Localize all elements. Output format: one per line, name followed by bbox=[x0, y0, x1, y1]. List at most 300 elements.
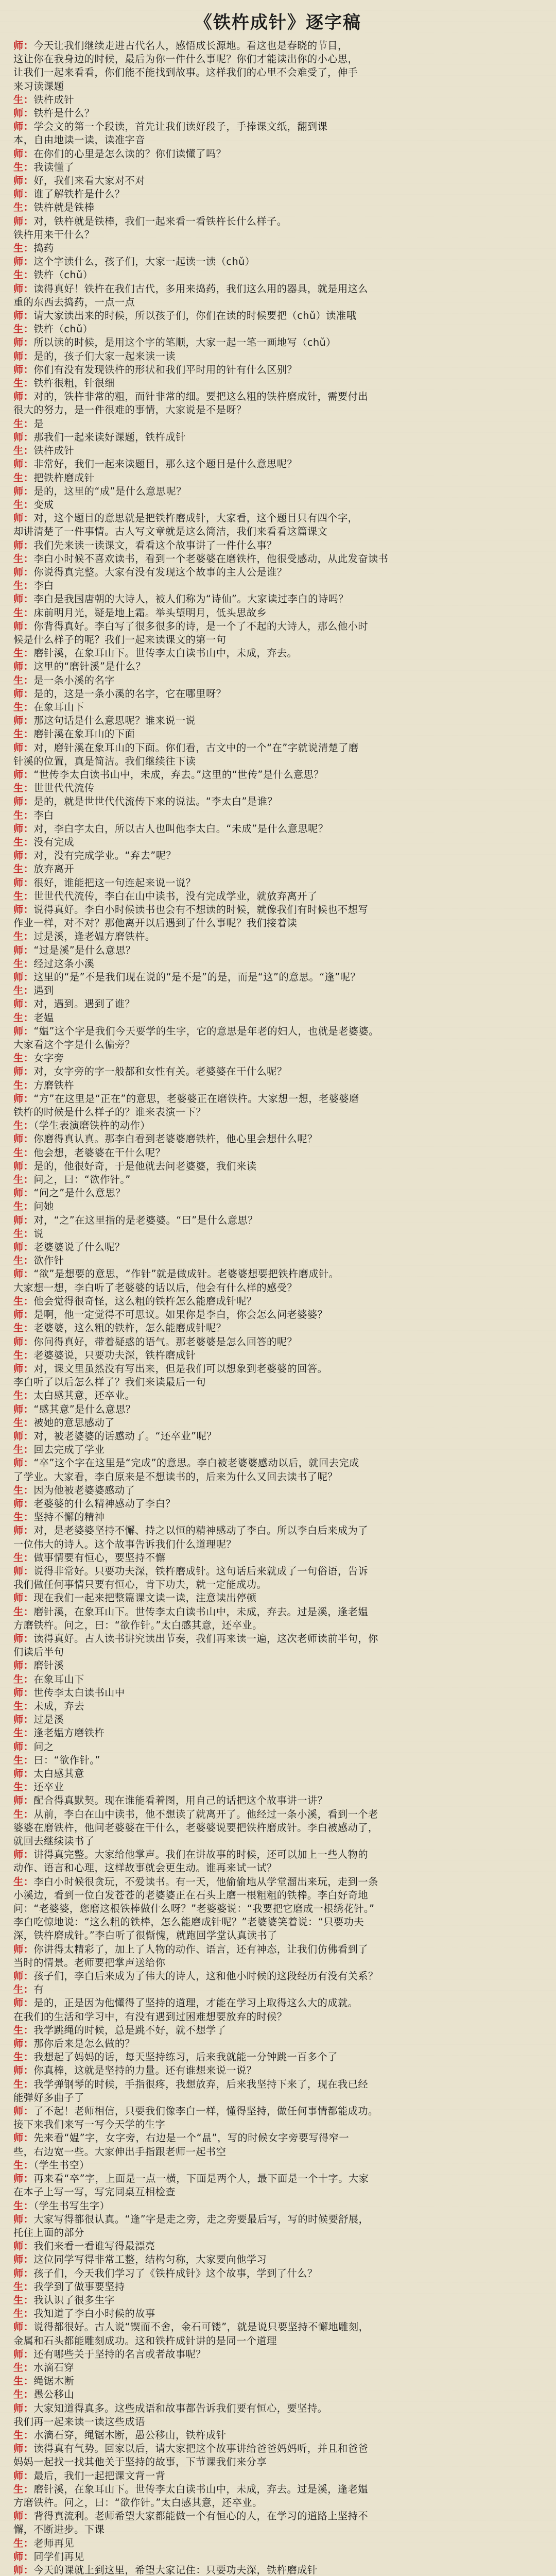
speaker-label: 师： bbox=[13, 1025, 34, 1037]
transcript-line bbox=[13, 1241, 543, 1254]
transcript-line bbox=[13, 1538, 543, 1551]
transcript-line bbox=[13, 862, 543, 876]
line-text: 铁杵很粗，针很细 bbox=[33, 377, 115, 389]
line-text: 问她 bbox=[33, 1200, 54, 1213]
transcript-line bbox=[13, 107, 543, 120]
line-text: 愚公移山 bbox=[33, 2388, 75, 2401]
line-text: 对，磨针溪在象耳山的下面。你们看，古文中的一个“在”字就说清楚了磨 bbox=[33, 741, 359, 754]
document-title: 《铁杵成针》逐字稿 bbox=[195, 12, 361, 33]
transcript-line bbox=[13, 1686, 543, 1700]
speaker-label: 师： bbox=[13, 998, 34, 1010]
speaker-label: 师： bbox=[13, 2132, 34, 2144]
line-text: 候是什么样子的呢？我们一起来读课文的第一句 bbox=[13, 633, 227, 646]
line-text: 好，我们来看大家对不对 bbox=[33, 175, 145, 187]
speaker-label: 师： bbox=[13, 1794, 34, 1807]
line-text: 所以读的时候，是用这个字的笔顺，大家一起一笔一画地写（chǔ） bbox=[33, 336, 336, 349]
transcript-line bbox=[13, 2496, 543, 2510]
speaker-label: 师： bbox=[13, 2105, 34, 2117]
transcript-line bbox=[13, 903, 543, 917]
speaker-label: 师： bbox=[13, 2564, 34, 2576]
speaker-label: 师： bbox=[13, 391, 34, 403]
speaker-label: 生： bbox=[13, 1322, 34, 1334]
speaker-label: 师： bbox=[13, 512, 34, 524]
speaker-label: 师： bbox=[13, 1268, 34, 1280]
transcript-line bbox=[13, 2064, 543, 2077]
speaker-label: 师： bbox=[13, 1133, 34, 1145]
line-text: 说得都很好。古人说“锲而不舍，金石可镂”，就是说只要坚持不懈地雕刻， bbox=[33, 2321, 369, 2333]
transcript-line bbox=[13, 120, 543, 133]
speaker-label: 师： bbox=[13, 660, 34, 673]
line-text: 铁杵（chǔ） bbox=[33, 269, 93, 281]
speaker-label: 师： bbox=[13, 741, 34, 754]
speaker-label: 师： bbox=[13, 822, 34, 835]
transcript-line bbox=[13, 1956, 543, 1970]
transcript-line bbox=[13, 403, 543, 417]
line-text: （学生书空） bbox=[33, 2159, 90, 2171]
transcript-line bbox=[13, 2455, 543, 2469]
transcript-line bbox=[13, 1943, 543, 1956]
transcript-line bbox=[13, 2348, 543, 2361]
speaker-label: 生： bbox=[13, 1444, 34, 1456]
transcript-line bbox=[13, 1781, 543, 1794]
speaker-label: 师： bbox=[13, 336, 34, 349]
transcript-line bbox=[13, 390, 543, 403]
transcript-line bbox=[13, 2388, 543, 2401]
line-text: 孩子们，今天我们学习了《铁杵成针》这个故事，学到了什么？ bbox=[33, 2267, 318, 2279]
speaker-label: 生： bbox=[13, 1079, 34, 1091]
speaker-label: 生： bbox=[13, 498, 34, 511]
line-text: 今天的课就上到这里，希望大家记住：只要功夫深，铁杵磨成针 bbox=[33, 2564, 318, 2576]
line-text: 我知道了李白小时候的故事 bbox=[33, 2308, 155, 2320]
speaker-label: 师： bbox=[13, 2550, 34, 2563]
transcript-line bbox=[13, 2415, 543, 2429]
line-text: 磨针溪在象耳山的下面 bbox=[33, 728, 135, 740]
transcript-line bbox=[13, 660, 543, 673]
speaker-label: 师： bbox=[13, 876, 34, 889]
speaker-label: 师： bbox=[13, 363, 34, 376]
speaker-label: 师： bbox=[13, 1849, 34, 1861]
transcript-line bbox=[13, 161, 543, 174]
line-text: 老婆婆，这么粗的铁杵，怎么能磨成针呢？ bbox=[33, 1322, 227, 1334]
line-text: 一位伟大的诗人。这个故事告诉我们什么道理呢？ bbox=[13, 1538, 237, 1550]
transcript-line bbox=[13, 768, 543, 782]
transcript-line bbox=[13, 957, 543, 971]
speaker-label: 师： bbox=[13, 2173, 34, 2185]
speaker-label: 生： bbox=[13, 1011, 34, 1024]
line-text: 对，铁杵就是铁棒，我们一起来看一看铁杵长什么样子。 bbox=[33, 215, 287, 227]
line-text: 你真棒，这就是坚持的力量。还有谁想来说一说？ bbox=[33, 2064, 257, 2077]
speaker-label: 生： bbox=[13, 1227, 34, 1240]
speaker-label: 师： bbox=[13, 1524, 34, 1537]
line-text: 问之，曰：“欲作针。” bbox=[33, 1174, 131, 1186]
speaker-label: 生： bbox=[13, 957, 34, 970]
line-text: 再来看“卒”字，上面是一点一横，下面是两个人，最下面是一个十字。大家 bbox=[33, 2173, 369, 2185]
line-text: 对，女字旁的字一般都和女性有关。老婆婆在干什么呢？ bbox=[33, 1065, 287, 1078]
line-text: 对，遇到。遇到了谁？ bbox=[33, 998, 135, 1010]
speaker-label: 生： bbox=[13, 269, 34, 281]
line-text: 他会觉得很奇怪，这么粗的铁杵怎么能磨成针呢？ bbox=[33, 1295, 257, 1307]
transcript-line bbox=[13, 498, 543, 512]
line-text: 当时的情景。老师要把掌声送给你 bbox=[13, 1956, 166, 1969]
speaker-label: 师： bbox=[13, 1997, 34, 2009]
speaker-label: 生： bbox=[13, 2361, 34, 2374]
line-text: 婆婆在磨铁杵，他问老婆婆在干什么，老婆婆说要把铁杵磨成针。李白被感动了， bbox=[13, 1821, 378, 1834]
speaker-label: 师： bbox=[13, 1632, 34, 1645]
transcript-line bbox=[13, 930, 543, 943]
transcript-line bbox=[13, 296, 543, 309]
line-text: 了学业。大家看，李白原来是不想读书的，后来为什么又回去读书了呢？ bbox=[13, 1470, 338, 1483]
speaker-label: 生： bbox=[13, 1174, 34, 1186]
transcript-line bbox=[13, 714, 543, 727]
speaker-label: 生： bbox=[13, 1551, 34, 1564]
line-text: 孩子们，李白后来成为了伟大的诗人，这和他小时候的这段经历有没有关系？ bbox=[33, 1970, 378, 1982]
speaker-label: 生： bbox=[13, 2537, 34, 2549]
speaker-label: 生： bbox=[13, 93, 34, 106]
transcript-line bbox=[13, 350, 543, 363]
transcript-line bbox=[13, 647, 543, 660]
transcript-line bbox=[13, 2294, 543, 2307]
speaker-label: 生： bbox=[13, 1727, 34, 1739]
transcript-line bbox=[13, 1052, 543, 1065]
speaker-label: 生： bbox=[13, 782, 34, 794]
line-text: 重的东西去捣药，一点一点 bbox=[13, 296, 135, 308]
transcript-line bbox=[13, 53, 543, 66]
line-text: 们读后半句 bbox=[13, 1646, 64, 1658]
line-text: 过是溪，逢老媪方磨铁杵。 bbox=[33, 930, 155, 943]
transcript-line bbox=[13, 1835, 543, 1848]
line-text: 磨针溪，在象耳山下。世传李太白读书山中，未成，弃去。过是溪，逢老媪 bbox=[33, 1605, 369, 1618]
speaker-label: 师： bbox=[13, 2038, 34, 2050]
speaker-label: 生： bbox=[13, 1808, 34, 1820]
speaker-label: 师： bbox=[13, 2213, 34, 2225]
speaker-label: 师： bbox=[13, 2064, 34, 2077]
speaker-label: 师： bbox=[13, 687, 34, 700]
transcript-line bbox=[13, 215, 543, 228]
transcript-line bbox=[13, 2334, 543, 2348]
speaker-label: 生： bbox=[13, 377, 34, 389]
line-text: 这里的“磨针溪”是什么？ bbox=[33, 660, 146, 673]
transcript-line bbox=[13, 133, 543, 147]
transcript-line bbox=[13, 1376, 543, 1389]
line-text: 你磨得真认真。那李白看到老婆婆磨铁杵，他心里会想什么呢？ bbox=[33, 1133, 318, 1145]
line-text: （学生表演磨铁杵的动作） bbox=[33, 1120, 151, 1132]
line-text: 我们再一起来读一读这些成语 bbox=[13, 2415, 145, 2428]
speaker-label: 师： bbox=[13, 350, 34, 362]
line-text: 说得非常好。只要功夫深，铁杵磨成针。这句话后来就成了一句俗语，告诉 bbox=[33, 1565, 369, 1577]
transcript-line bbox=[13, 2118, 543, 2131]
line-text: 谁了解铁杵是什么？ bbox=[33, 188, 125, 200]
transcript-line bbox=[13, 1038, 543, 1052]
transcript-line bbox=[13, 2172, 543, 2185]
speaker-label: 师： bbox=[13, 2253, 34, 2266]
speaker-label: 师： bbox=[13, 1430, 34, 1442]
line-text: 对，是老婆婆坚持不懈、持之以恒的精神感动了李白。所以李白后来成为了 bbox=[33, 1524, 369, 1537]
transcript-line bbox=[13, 1011, 543, 1025]
speaker-label: 师： bbox=[13, 1970, 34, 1982]
speaker-label: 生： bbox=[13, 1295, 34, 1307]
transcript-line bbox=[13, 2320, 543, 2334]
transcript-line bbox=[13, 66, 543, 79]
line-text: 让我们一起来看看，你们能不能找到故事。这样我们的心里不会难受了，伸手 bbox=[13, 66, 358, 79]
speaker-label: 师： bbox=[13, 282, 34, 295]
line-text: 他会想，老婆婆在干什么呢？ bbox=[33, 1146, 166, 1159]
transcript-line bbox=[13, 552, 543, 566]
line-text: 放弃离开 bbox=[33, 863, 75, 875]
transcript-line bbox=[13, 1726, 543, 1740]
transcript-line bbox=[13, 1335, 543, 1349]
transcript-line bbox=[13, 512, 543, 525]
transcript-line bbox=[13, 255, 543, 268]
line-text: 捣药 bbox=[33, 242, 54, 255]
line-text: 配合得真默契。现在谁能看着图，用自己的话把这个故事讲一讲？ bbox=[33, 1794, 328, 1807]
line-text: 对，李白字太白，所以古人也叫他李太白。“未成”是什么意思呢？ bbox=[33, 822, 328, 835]
transcript-line bbox=[13, 822, 543, 836]
line-text: 我学跳绳的时候，总是跳不好，就不想学了 bbox=[33, 2024, 227, 2036]
speaker-label: 生： bbox=[13, 1349, 34, 1361]
line-text: 回去完成了学业 bbox=[33, 1444, 105, 1456]
line-text: 还有哪些关于坚持的名言或者故事呢？ bbox=[33, 2348, 206, 2360]
speaker-label: 师： bbox=[13, 121, 34, 133]
line-text: 我们来看一看谁写得最漂亮 bbox=[33, 2240, 155, 2252]
speaker-label: 师： bbox=[13, 1659, 34, 1672]
transcript-line bbox=[13, 1916, 543, 1929]
line-text: 请大家读出来的时候，所以孩子们，你们在读的时候要把（chǔ）读准哦 bbox=[33, 310, 357, 322]
line-text: 还卒业 bbox=[33, 1781, 64, 1793]
speaker-label: 生： bbox=[13, 1389, 34, 1402]
transcript-line bbox=[13, 417, 543, 431]
line-text: 你说得真完整。大家有没有发现这个故事的主人公是谁？ bbox=[33, 566, 287, 578]
line-text: 托住上面的部分 bbox=[13, 2226, 84, 2239]
line-text: 是一条小溪的名字 bbox=[33, 674, 115, 686]
line-text: 铁杵成针 bbox=[33, 445, 75, 457]
speaker-label: 生： bbox=[13, 2308, 34, 2320]
line-text: 李白 bbox=[33, 580, 54, 592]
transcript-line bbox=[13, 1456, 543, 1470]
transcript-line bbox=[13, 1970, 543, 1983]
line-text: 你们有没有发现铁杵的形状和我们平时用的针有什么区别？ bbox=[33, 363, 298, 376]
speaker-label: 生： bbox=[13, 2078, 34, 2090]
transcript-line bbox=[13, 809, 543, 822]
line-text: 是的，就是世世代代流传下来的说法。“李太白”是谁？ bbox=[33, 795, 278, 808]
transcript-line bbox=[13, 242, 543, 255]
line-text: 李白吃惊地说：“这么粗的铁棒，怎么能磨成针呢？”老婆婆笑着说：“只要功夫 bbox=[13, 1916, 364, 1928]
speaker-label: 师： bbox=[13, 458, 34, 470]
line-text: 就回去继续读书了 bbox=[13, 1835, 95, 1848]
speaker-label: 师： bbox=[13, 971, 34, 984]
transcript-line bbox=[13, 282, 543, 296]
transcript-line bbox=[13, 1092, 543, 1106]
line-text: 是的，正是因为他懂得了坚持的道理，才能在学习上取得这么大的成就。 bbox=[33, 1997, 358, 2009]
line-text: 欲作针 bbox=[33, 1255, 64, 1267]
line-text: 是的，孩子们大家一起来读一读 bbox=[33, 350, 176, 362]
line-text: 今天让我们继续走进古代名人，感悟成长源地。看这也是春晓的节目， bbox=[33, 40, 348, 52]
speaker-label: 生： bbox=[13, 606, 34, 619]
speaker-label: 生： bbox=[13, 471, 34, 484]
speaker-label: 生： bbox=[13, 323, 34, 335]
transcript-line bbox=[13, 1470, 543, 1484]
line-text: 床前明月光，疑是地上霜。举头望明月，低头思故乡 bbox=[33, 606, 267, 619]
line-text: 曰：“欲作针。” bbox=[33, 1754, 100, 1766]
line-text: 铁杵就是铁棒 bbox=[33, 201, 95, 214]
line-text: 在我们的生活和学习中，有没有遇到过困难想要放弃的时候？ bbox=[13, 2010, 287, 2023]
speaker-label: 师： bbox=[13, 485, 34, 497]
line-text: 我学到了做事要坚持 bbox=[33, 2280, 125, 2293]
transcript-line bbox=[13, 1227, 543, 1241]
transcript-line bbox=[13, 309, 543, 323]
transcript-line bbox=[13, 188, 543, 201]
speaker-label: 师： bbox=[13, 147, 34, 160]
line-text: 我认识了很多生字 bbox=[33, 2294, 115, 2306]
transcript-line bbox=[13, 1497, 543, 1511]
transcript-line bbox=[13, 1875, 543, 1889]
transcript-line bbox=[13, 2267, 543, 2280]
transcript-line bbox=[13, 1619, 543, 1632]
transcript-line bbox=[13, 457, 543, 471]
line-text: 被她的意思感动了 bbox=[33, 1416, 115, 1429]
line-text: 懈，不断进步。下课 bbox=[13, 2523, 105, 2536]
line-text: 在象耳山下 bbox=[33, 701, 84, 713]
line-text: 这位同学写得非常工整，结构匀称，大家要向他学习 bbox=[33, 2253, 267, 2266]
line-text: “卒”这个字在这里是“完成”的意思。李白被老婆婆感动以后，就回去完成 bbox=[33, 1457, 359, 1469]
transcript-line bbox=[13, 1362, 543, 1376]
speaker-label: 生： bbox=[13, 728, 34, 740]
transcript-line bbox=[13, 444, 543, 457]
line-text: 却讲清楚了一件事情。古人写文章就是这么简洁，我们来看看这篇课文 bbox=[13, 526, 328, 538]
speaker-label: 师： bbox=[13, 175, 34, 187]
line-text: 做事情要有恒心，要坚持不懈 bbox=[33, 1551, 166, 1564]
line-text: “媪”这个字是我们今天要学的生字，它的意思是年老的妇人，也就是老婆婆。 bbox=[33, 1025, 379, 1037]
transcript-line bbox=[13, 1119, 543, 1132]
speaker-label: 生： bbox=[13, 1754, 34, 1766]
transcript-line bbox=[13, 1321, 543, 1335]
line-text: 是啊，他一定觉得不可思议。如果你是李白，你会怎么问老婆婆？ bbox=[33, 1309, 328, 1321]
speaker-label: 师： bbox=[13, 768, 34, 781]
transcript-line bbox=[13, 2105, 543, 2118]
transcript-line bbox=[13, 971, 543, 984]
line-text: 方磨铁杵。问之，曰：“欲作针。”太白感其意，还卒业。 bbox=[13, 2496, 263, 2509]
transcript-line bbox=[13, 1200, 543, 1213]
line-text: 读得真好！铁杵在我们古代，多用来捣药，我们这么用的器具，就是用这么 bbox=[33, 282, 369, 295]
transcript-line bbox=[13, 2159, 543, 2172]
speaker-label: 师： bbox=[13, 431, 34, 443]
transcript-line bbox=[13, 1861, 543, 1875]
line-text: “过是溪”是什么意思？ bbox=[33, 944, 136, 956]
transcript-line bbox=[13, 2185, 543, 2199]
speaker-label: 生： bbox=[13, 2159, 34, 2171]
transcript-line bbox=[13, 2550, 543, 2564]
speaker-label: 师： bbox=[13, 566, 34, 578]
line-text: 方磨铁杵 bbox=[33, 1079, 75, 1091]
speaker-label: 师： bbox=[13, 1943, 34, 1955]
line-text: 在你们的心里是怎么读的？你们读懂了吗？ bbox=[33, 147, 227, 160]
speaker-label: 生： bbox=[13, 1984, 34, 1996]
transcript-body bbox=[13, 39, 543, 2576]
transcript-line bbox=[13, 1079, 543, 1092]
speaker-label: 生： bbox=[13, 890, 34, 902]
line-text: 未成，弃去 bbox=[33, 1700, 84, 1712]
speaker-label: 师： bbox=[13, 1362, 34, 1375]
transcript-line bbox=[13, 620, 543, 633]
speaker-label: 生： bbox=[13, 2024, 34, 2036]
line-text: 那这句话是什么意思呢？谁来说一说 bbox=[33, 715, 196, 727]
line-text: 李白听了以后怎么样了？我们来读最后一句 bbox=[13, 1376, 206, 1388]
transcript-line bbox=[13, 741, 543, 755]
line-text: 有 bbox=[33, 1984, 44, 1996]
line-text: 坚持不懈的精神 bbox=[33, 1511, 105, 1523]
transcript-line bbox=[13, 1484, 543, 1497]
speaker-label: 生： bbox=[13, 930, 34, 943]
line-text: 铁杵成针 bbox=[33, 93, 75, 106]
line-text: 把铁杵磨成针 bbox=[33, 471, 95, 484]
transcript-line bbox=[13, 1416, 543, 1430]
speaker-label: 生： bbox=[13, 161, 34, 173]
transcript-line bbox=[13, 1065, 543, 1078]
line-text: 女字旁 bbox=[33, 1052, 64, 1064]
line-text: 磨针溪，在象耳山下。世传李太白读书山中，未成，弃去。过是溪，逢老媪 bbox=[33, 2483, 369, 2495]
speaker-label: 生： bbox=[13, 1781, 34, 1793]
line-text: 问之 bbox=[33, 1740, 54, 1753]
transcript-line bbox=[13, 2050, 543, 2064]
speaker-label: 师： bbox=[13, 2402, 34, 2414]
speaker-label: 生： bbox=[13, 1673, 34, 1685]
speaker-label: 师： bbox=[13, 1214, 34, 1226]
transcript-line bbox=[13, 1673, 543, 1686]
line-text: 李白小时候不喜欢读书，看到一个老婆婆在磨铁杵，他很受感动，从此发奋读书 bbox=[33, 552, 389, 565]
transcript-line bbox=[13, 2226, 543, 2240]
transcript-line bbox=[13, 876, 543, 890]
transcript-line bbox=[13, 701, 543, 714]
transcript-line bbox=[13, 2078, 543, 2091]
line-text: 很好，谁能把这一句连起来说一说？ bbox=[33, 876, 196, 889]
line-text: 这个字读什么，孩子们，大家一起读一读（chǔ） bbox=[33, 256, 255, 268]
line-text: 逢老媪方磨铁杵 bbox=[33, 1727, 105, 1739]
transcript-line bbox=[13, 1700, 543, 1713]
speaker-label: 师： bbox=[13, 107, 34, 120]
transcript-line bbox=[13, 782, 543, 795]
line-text: 同学们再见 bbox=[33, 2550, 84, 2563]
line-text: 先来看“媪”字，女字旁，右边是一个“昷”，写的时候女字旁要写得窄一 bbox=[33, 2132, 350, 2144]
transcript-line bbox=[13, 2483, 543, 2496]
speaker-label: 生： bbox=[13, 1484, 34, 1496]
speaker-label: 生： bbox=[13, 2375, 34, 2387]
line-text: 水滴石穿 bbox=[33, 2361, 75, 2374]
speaker-label: 师： bbox=[13, 215, 34, 227]
speaker-label: 生： bbox=[13, 2388, 34, 2401]
line-text: 是的，他很好奇，于是他就去问老婆婆，我们来读 bbox=[33, 1160, 257, 1172]
speaker-label: 师： bbox=[13, 188, 34, 200]
transcript-line bbox=[13, 1591, 543, 1605]
line-text: 是 bbox=[33, 417, 44, 430]
transcript-line bbox=[13, 1254, 543, 1267]
line-text: 变成 bbox=[33, 498, 54, 511]
line-text: 铁杵（chǔ） bbox=[33, 323, 93, 335]
transcript-line bbox=[13, 1443, 543, 1456]
transcript-line bbox=[13, 606, 543, 620]
transcript-line bbox=[13, 323, 543, 336]
line-text: 铁杵的时候是什么样子的？谁来表演一下？ bbox=[13, 1106, 206, 1118]
line-text: 太白感其意，还卒业。 bbox=[33, 1389, 135, 1402]
line-text: 那我们一起来读好课题，铁杵成针 bbox=[33, 431, 186, 443]
transcript-line bbox=[13, 1713, 543, 1726]
line-text: 这让你在我身边的时候，最后为你一件什么事呢？你们才能读出你的小心思， bbox=[13, 53, 358, 65]
speaker-label: 生： bbox=[13, 647, 34, 659]
line-text: 李白是我国唐朝的大诗人，被人们称为“诗仙”。大家读过李白的诗吗？ bbox=[33, 593, 349, 605]
line-text: 些，右边宽一些。大家伸出手指跟老师一起书空 bbox=[13, 2145, 227, 2158]
line-text: 我读懂了 bbox=[33, 161, 75, 173]
line-text: 学会文的第一个段读，首先让我们读好段子，手捧课文纸，翻到课 bbox=[33, 121, 328, 133]
transcript-line bbox=[13, 377, 543, 390]
transcript-line bbox=[13, 1214, 543, 1227]
